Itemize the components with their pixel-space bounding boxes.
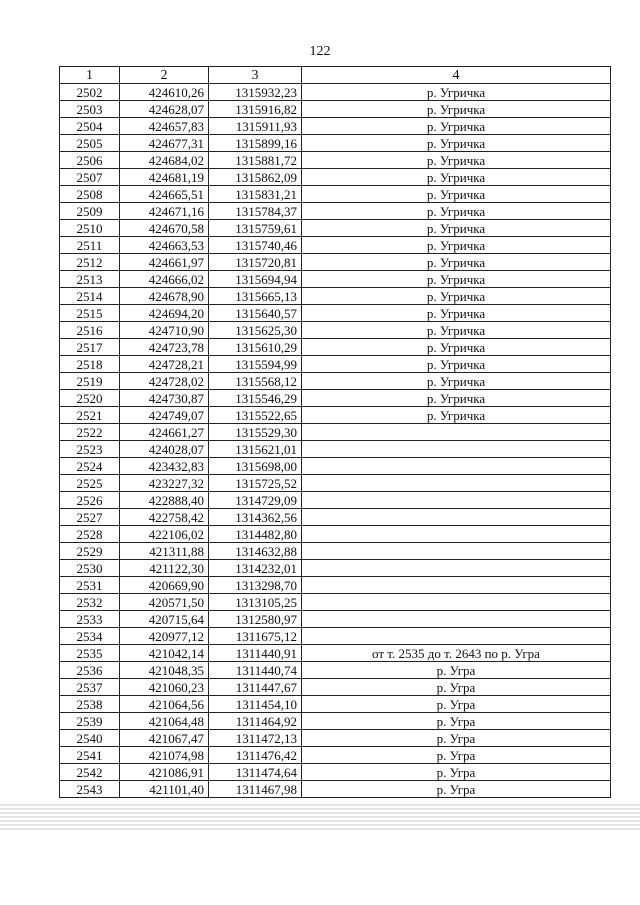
- description-cell: р. Угричка: [302, 203, 611, 220]
- point-number-cell: 2508: [60, 186, 120, 203]
- point-number-cell: 2520: [60, 390, 120, 407]
- x-coordinate-cell: 421042,14: [120, 645, 209, 662]
- x-coordinate-cell: 424681,19: [120, 169, 209, 186]
- x-coordinate-cell: 421074,98: [120, 747, 209, 764]
- table-row: [60, 611, 611, 628]
- table-row: [60, 152, 611, 169]
- point-number-cell: 2539: [60, 713, 120, 730]
- description-cell: р. Угричка: [302, 373, 611, 390]
- point-number-cell: 2525: [60, 475, 120, 492]
- x-coordinate-cell: 424661,27: [120, 424, 209, 441]
- description-cell: [302, 594, 611, 611]
- point-number-cell: 2533: [60, 611, 120, 628]
- description-cell: р. Угричка: [302, 356, 611, 373]
- point-number-cell: 2517: [60, 339, 120, 356]
- y-coordinate-cell: 1315725,52: [209, 475, 302, 492]
- description-cell: р. Угра: [302, 730, 611, 747]
- point-number-cell: 2527: [60, 509, 120, 526]
- x-coordinate-cell: 421311,88: [120, 543, 209, 560]
- table-row: [60, 373, 611, 390]
- y-coordinate-cell: 1311675,12: [209, 628, 302, 645]
- table-row: [60, 356, 611, 373]
- table-row: [60, 288, 611, 305]
- description-cell: р. Угричка: [302, 407, 611, 424]
- table-row: [60, 220, 611, 237]
- description-cell: р. Угра: [302, 713, 611, 730]
- x-coordinate-cell: 424670,58: [120, 220, 209, 237]
- y-coordinate-cell: 1315899,16: [209, 135, 302, 152]
- table-row: [60, 254, 611, 271]
- point-number-cell: 2513: [60, 271, 120, 288]
- table-row: [60, 696, 611, 713]
- table-row: [60, 101, 611, 118]
- table-body: [60, 84, 611, 798]
- description-cell: [302, 543, 611, 560]
- point-number-cell: 2515: [60, 305, 120, 322]
- x-coordinate-cell: 424610,26: [120, 84, 209, 101]
- point-number-cell: 2504: [60, 118, 120, 135]
- y-coordinate-cell: 1315621,01: [209, 441, 302, 458]
- table-row: [60, 747, 611, 764]
- x-coordinate-cell: 424710,90: [120, 322, 209, 339]
- x-coordinate-cell: 422758,42: [120, 509, 209, 526]
- table-row: [60, 339, 611, 356]
- table-row: [60, 679, 611, 696]
- description-cell: р. Угричка: [302, 135, 611, 152]
- x-coordinate-cell: 421048,35: [120, 662, 209, 679]
- table-row: [60, 713, 611, 730]
- description-cell: от т. 2535 до т. 2643 по р. Угра: [302, 645, 611, 662]
- x-coordinate-cell: 424684,02: [120, 152, 209, 169]
- x-coordinate-cell: 422106,02: [120, 526, 209, 543]
- description-cell: р. Угра: [302, 747, 611, 764]
- point-number-cell: 2506: [60, 152, 120, 169]
- point-number-cell: 2519: [60, 373, 120, 390]
- table-row: [60, 645, 611, 662]
- y-coordinate-cell: 1311454,10: [209, 696, 302, 713]
- y-coordinate-cell: 1312580,97: [209, 611, 302, 628]
- y-coordinate-cell: 1314232,01: [209, 560, 302, 577]
- description-cell: [302, 611, 611, 628]
- description-cell: р. Угра: [302, 696, 611, 713]
- description-cell: [302, 509, 611, 526]
- point-number-cell: 2522: [60, 424, 120, 441]
- point-number-cell: 2503: [60, 101, 120, 118]
- y-coordinate-cell: 1315594,99: [209, 356, 302, 373]
- table-row: [60, 169, 611, 186]
- point-number-cell: 2507: [60, 169, 120, 186]
- x-coordinate-cell: 424728,02: [120, 373, 209, 390]
- point-number-cell: 2510: [60, 220, 120, 237]
- description-cell: р. Угричка: [302, 220, 611, 237]
- point-number-cell: 2502: [60, 84, 120, 101]
- description-cell: [302, 424, 611, 441]
- x-coordinate-cell: 424666,02: [120, 271, 209, 288]
- header-cell-description: 4: [302, 67, 611, 84]
- table-row: [60, 492, 611, 509]
- x-coordinate-cell: 423227,32: [120, 475, 209, 492]
- point-number-cell: 2505: [60, 135, 120, 152]
- x-coordinate-cell: 420977,12: [120, 628, 209, 645]
- description-cell: [302, 441, 611, 458]
- table-row: [60, 475, 611, 492]
- x-coordinate-cell: 424678,90: [120, 288, 209, 305]
- point-number-cell: 2511: [60, 237, 120, 254]
- x-coordinate-cell: 420715,64: [120, 611, 209, 628]
- y-coordinate-cell: 1314362,56: [209, 509, 302, 526]
- y-coordinate-cell: 1315522,65: [209, 407, 302, 424]
- table-row: [60, 560, 611, 577]
- table-row: [60, 118, 611, 135]
- description-cell: р. Угричка: [302, 390, 611, 407]
- y-coordinate-cell: 1315831,21: [209, 186, 302, 203]
- x-coordinate-cell: 424728,21: [120, 356, 209, 373]
- y-coordinate-cell: 1313298,70: [209, 577, 302, 594]
- y-coordinate-cell: 1311440,74: [209, 662, 302, 679]
- x-coordinate-cell: 424749,07: [120, 407, 209, 424]
- header-row: [60, 67, 611, 84]
- y-coordinate-cell: 1315916,82: [209, 101, 302, 118]
- x-coordinate-cell: 424730,87: [120, 390, 209, 407]
- description-cell: р. Угричка: [302, 339, 611, 356]
- table-row: [60, 322, 611, 339]
- y-coordinate-cell: 1311464,92: [209, 713, 302, 730]
- description-cell: р. Угричка: [302, 254, 611, 271]
- point-number-cell: 2541: [60, 747, 120, 764]
- x-coordinate-cell: 420669,90: [120, 577, 209, 594]
- y-coordinate-cell: 1315784,37: [209, 203, 302, 220]
- table-row: [60, 305, 611, 322]
- x-coordinate-cell: 422888,40: [120, 492, 209, 509]
- point-number-cell: 2526: [60, 492, 120, 509]
- description-cell: [302, 526, 611, 543]
- y-coordinate-cell: 1315640,57: [209, 305, 302, 322]
- x-coordinate-cell: 424663,53: [120, 237, 209, 254]
- table-row: [60, 594, 611, 611]
- description-cell: р. Угричка: [302, 84, 611, 101]
- y-coordinate-cell: 1314729,09: [209, 492, 302, 509]
- table-row: [60, 237, 611, 254]
- point-number-cell: 2536: [60, 662, 120, 679]
- y-coordinate-cell: 1315610,29: [209, 339, 302, 356]
- y-coordinate-cell: 1315665,13: [209, 288, 302, 305]
- description-cell: р. Угричка: [302, 305, 611, 322]
- description-cell: [302, 577, 611, 594]
- table-row: [60, 781, 611, 798]
- y-coordinate-cell: 1315740,46: [209, 237, 302, 254]
- description-cell: р. Угра: [302, 662, 611, 679]
- point-number-cell: 2523: [60, 441, 120, 458]
- x-coordinate-cell: 420571,50: [120, 594, 209, 611]
- table-row: [60, 543, 611, 560]
- table-row: [60, 424, 611, 441]
- x-coordinate-cell: 424671,16: [120, 203, 209, 220]
- point-number-cell: 2543: [60, 781, 120, 798]
- x-coordinate-cell: 424661,97: [120, 254, 209, 271]
- point-number-cell: 2542: [60, 764, 120, 781]
- table-row: [60, 407, 611, 424]
- y-coordinate-cell: 1314482,80: [209, 526, 302, 543]
- table-row: [60, 577, 611, 594]
- point-number-cell: 2528: [60, 526, 120, 543]
- point-number-cell: 2512: [60, 254, 120, 271]
- x-coordinate-cell: 421101,40: [120, 781, 209, 798]
- table-row: [60, 526, 611, 543]
- x-coordinate-cell: 421122,30: [120, 560, 209, 577]
- point-number-cell: 2529: [60, 543, 120, 560]
- table-row: [60, 271, 611, 288]
- y-coordinate-cell: 1311476,42: [209, 747, 302, 764]
- description-cell: р. Угра: [302, 764, 611, 781]
- point-number-cell: 2532: [60, 594, 120, 611]
- description-cell: р. Угричка: [302, 271, 611, 288]
- description-cell: р. Угра: [302, 679, 611, 696]
- y-coordinate-cell: 1313105,25: [209, 594, 302, 611]
- y-coordinate-cell: 1315759,61: [209, 220, 302, 237]
- description-cell: р. Угричка: [302, 186, 611, 203]
- description-cell: р. Угричка: [302, 118, 611, 135]
- y-coordinate-cell: 1315568,12: [209, 373, 302, 390]
- description-cell: р. Угричка: [302, 101, 611, 118]
- point-number-cell: 2514: [60, 288, 120, 305]
- x-coordinate-cell: 424694,20: [120, 305, 209, 322]
- y-coordinate-cell: 1311447,67: [209, 679, 302, 696]
- y-coordinate-cell: 1315546,29: [209, 390, 302, 407]
- table-row: [60, 203, 611, 220]
- x-coordinate-cell: 423432,83: [120, 458, 209, 475]
- table-row: [60, 390, 611, 407]
- y-coordinate-cell: 1315625,30: [209, 322, 302, 339]
- table-row: [60, 628, 611, 645]
- y-coordinate-cell: 1315932,23: [209, 84, 302, 101]
- point-number-cell: 2524: [60, 458, 120, 475]
- coordinate-table: [59, 66, 611, 798]
- point-number-cell: 2531: [60, 577, 120, 594]
- y-coordinate-cell: 1311467,98: [209, 781, 302, 798]
- x-coordinate-cell: 421086,91: [120, 764, 209, 781]
- point-number-cell: 2516: [60, 322, 120, 339]
- y-coordinate-cell: 1311440,91: [209, 645, 302, 662]
- point-number-cell: 2521: [60, 407, 120, 424]
- point-number-cell: 2540: [60, 730, 120, 747]
- x-coordinate-cell: 424665,51: [120, 186, 209, 203]
- point-number-cell: 2535: [60, 645, 120, 662]
- header-cell-point: 1: [60, 67, 120, 84]
- table-row: [60, 135, 611, 152]
- description-cell: [302, 475, 611, 492]
- table-row: [60, 84, 611, 101]
- table-row: [60, 509, 611, 526]
- x-coordinate-cell: 421067,47: [120, 730, 209, 747]
- point-number-cell: 2518: [60, 356, 120, 373]
- y-coordinate-cell: 1311474,64: [209, 764, 302, 781]
- point-number-cell: 2534: [60, 628, 120, 645]
- description-cell: р. Угричка: [302, 288, 611, 305]
- table-row: [60, 662, 611, 679]
- y-coordinate-cell: 1315911,93: [209, 118, 302, 135]
- description-cell: р. Угра: [302, 781, 611, 798]
- header-cell-x: 2: [120, 67, 209, 84]
- x-coordinate-cell: 424677,31: [120, 135, 209, 152]
- point-number-cell: 2538: [60, 696, 120, 713]
- description-cell: [302, 458, 611, 475]
- table-row: [60, 186, 611, 203]
- y-coordinate-cell: 1315694,94: [209, 271, 302, 288]
- x-coordinate-cell: 421064,56: [120, 696, 209, 713]
- description-cell: р. Угричка: [302, 169, 611, 186]
- header-cell-y: 3: [209, 67, 302, 84]
- table-row: [60, 441, 611, 458]
- y-coordinate-cell: 1315862,09: [209, 169, 302, 186]
- y-coordinate-cell: 1315720,81: [209, 254, 302, 271]
- description-cell: р. Угричка: [302, 237, 611, 254]
- description-cell: [302, 492, 611, 509]
- description-cell: р. Угричка: [302, 322, 611, 339]
- table-row: [60, 730, 611, 747]
- point-number-cell: 2537: [60, 679, 120, 696]
- point-number-cell: 2530: [60, 560, 120, 577]
- y-coordinate-cell: 1315698,00: [209, 458, 302, 475]
- x-coordinate-cell: 424628,07: [120, 101, 209, 118]
- x-coordinate-cell: 424028,07: [120, 441, 209, 458]
- x-coordinate-cell: 424723,78: [120, 339, 209, 356]
- table-row: [60, 458, 611, 475]
- scan-artifact: [0, 802, 640, 832]
- point-number-cell: 2509: [60, 203, 120, 220]
- y-coordinate-cell: 1315529,30: [209, 424, 302, 441]
- y-coordinate-cell: 1311472,13: [209, 730, 302, 747]
- x-coordinate-cell: 421060,23: [120, 679, 209, 696]
- description-cell: р. Угричка: [302, 152, 611, 169]
- y-coordinate-cell: 1314632,88: [209, 543, 302, 560]
- y-coordinate-cell: 1315881,72: [209, 152, 302, 169]
- table-row: [60, 764, 611, 781]
- page-number: 122: [309, 44, 331, 59]
- description-cell: [302, 560, 611, 577]
- x-coordinate-cell: 421064,48: [120, 713, 209, 730]
- description-cell: [302, 628, 611, 645]
- x-coordinate-cell: 424657,83: [120, 118, 209, 135]
